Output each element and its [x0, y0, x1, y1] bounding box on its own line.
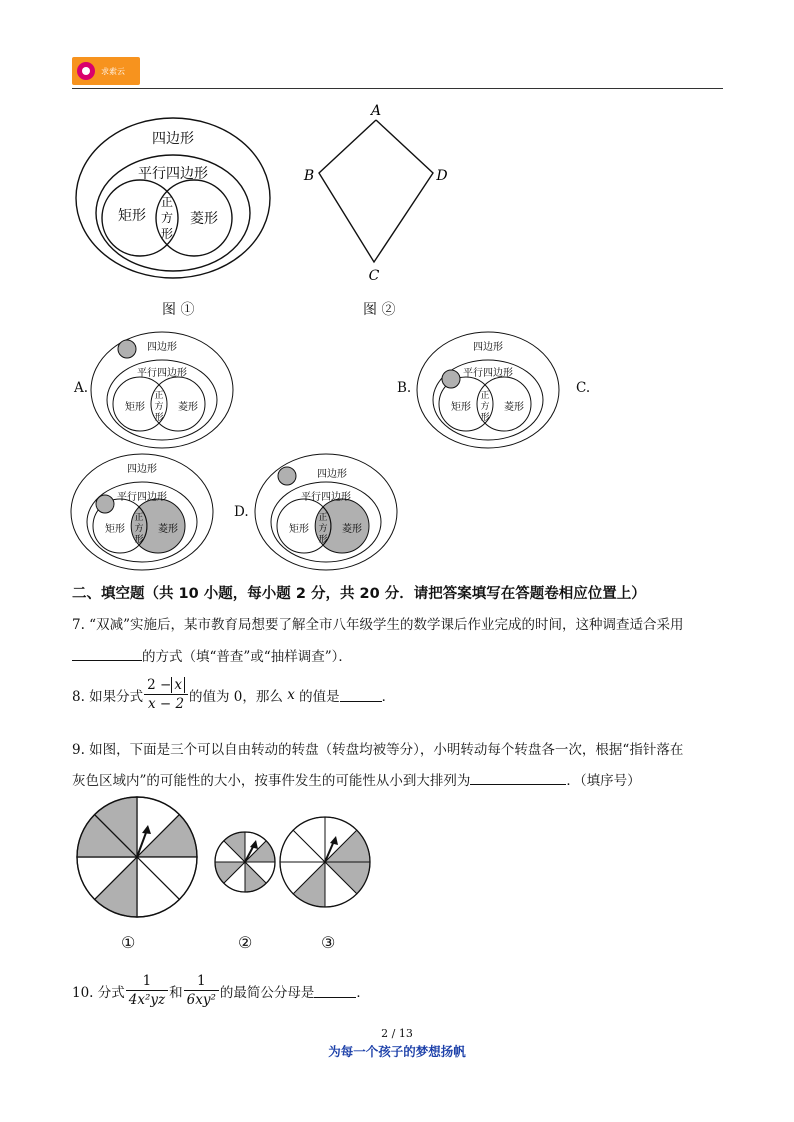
- option-b-label: B.: [397, 380, 412, 396]
- q8-fraction: $\frac{2 - x}{x - 2}$: [144, 676, 188, 713]
- spinner-2-label: ②: [238, 933, 253, 952]
- q10-line: 10. 分式 $\frac{1}{\text{4x²yz}}$ 和 $\frac{1}{\text{6xy²}}$ 的最简公分母是 ．: [72, 973, 370, 1008]
- svg-text:菱形: 菱形: [342, 524, 362, 535]
- svg-text:矩形: 矩形: [451, 402, 471, 413]
- spinner-1: [77, 797, 197, 917]
- figure-1-caption: 图 ①: [162, 302, 195, 318]
- gray-marker: [278, 467, 296, 485]
- svg-text:矩形: 矩形: [105, 524, 125, 535]
- svg-text:正: 正: [480, 391, 490, 401]
- svg-text:四边形: 四边形: [127, 464, 157, 475]
- option-c-diagram: [70, 450, 218, 574]
- svg-text:正: 正: [154, 391, 164, 401]
- svg-text:菱形: 菱形: [158, 524, 178, 535]
- parallelogram-label: 平行四边形: [138, 166, 208, 182]
- brand-logo: [72, 57, 140, 85]
- q10-fraction-1: $\frac{1}{\text{4x²yz}}$: [126, 972, 168, 1009]
- svg-text:形: 形: [134, 535, 144, 545]
- q7-line-1: 7. “双减”实施后，某市教育局想要了解全市八年级学生的数学课后作业完成的时间，这种调查适合采用: [72, 617, 684, 633]
- q9-line-2: 灰色区域内”的可能性的大小，按事件发生的可能性从小到大排列为 ．（填序号）: [72, 773, 641, 789]
- svg-text:菱形: 菱形: [178, 402, 198, 413]
- q9-answer-blank[interactable]: [470, 784, 566, 785]
- svg-text:方: 方: [480, 402, 490, 412]
- option-a-diagram: [90, 328, 238, 452]
- svg-text:方: 方: [134, 524, 144, 534]
- svg-text:矩形: 矩形: [125, 402, 145, 413]
- vertex-c: C: [368, 268, 380, 284]
- svg-text:平行四边形: 平行四边形: [117, 492, 167, 503]
- section-2-title: 二、填空题（共 10 小题，每小题 2 分，共 20 分．请把答案填写在答题卷相应位置上）: [72, 586, 646, 602]
- svg-text:正: 正: [134, 513, 144, 523]
- option-d-label: D.: [234, 504, 249, 520]
- svg-text:平行四边形: 平行四边形: [301, 492, 351, 503]
- svg-text:矩形: 矩形: [289, 524, 309, 535]
- option-a-label: A.: [74, 380, 89, 396]
- q10-fraction-2: $\frac{1}{\text{6xy²}}$: [184, 972, 219, 1009]
- kite-outline: [319, 120, 433, 262]
- option-d-diagram: [254, 450, 402, 574]
- option-c-label: C.: [576, 380, 591, 396]
- svg-text:形: 形: [154, 413, 164, 423]
- vertex-a: A: [370, 103, 382, 119]
- q8-answer-blank[interactable]: [340, 687, 382, 702]
- gray-marker: [96, 495, 114, 513]
- spinners-figure: [70, 792, 372, 922]
- svg-text:形: 形: [318, 535, 328, 545]
- q9-line-1: 9. 如图，下面是三个可以自由转动的转盘（转盘均被等分），小明转动每个转盘各一次，根据“指针落在: [72, 742, 684, 758]
- svg-text:菱形: 菱形: [504, 402, 524, 413]
- rectangle-label: 矩形: [118, 208, 146, 224]
- rhombus-label: 菱形: [190, 211, 218, 227]
- spinner-3: [280, 817, 370, 907]
- spinner-3-label: ③: [321, 933, 336, 952]
- gray-marker: [442, 370, 460, 388]
- svg-text:平行四边形: 平行四边形: [463, 368, 513, 379]
- figure-1-venn-diagram: [70, 108, 280, 290]
- svg-text:平行四边形: 平行四边形: [137, 368, 187, 379]
- q10-answer-blank[interactable]: [314, 983, 356, 998]
- svg-text:正: 正: [318, 513, 328, 523]
- svg-text:四边形: 四边形: [473, 342, 503, 353]
- footer-slogan: 为每一个孩子的梦想扬帆: [328, 1044, 466, 1059]
- square-label-char-2: 方: [160, 211, 174, 225]
- vertex-b: B: [303, 168, 315, 184]
- svg-text:形: 形: [480, 413, 490, 423]
- square-label-char-3: 形: [160, 227, 174, 241]
- figure-2-kite: [296, 100, 456, 286]
- spinner-2: [215, 832, 275, 892]
- svg-text:方: 方: [318, 524, 328, 534]
- vertex-d: D: [436, 168, 448, 184]
- svg-text:四边形: 四边形: [317, 469, 347, 480]
- square-label-char-1: 正: [160, 195, 174, 209]
- q8-line: 8. 如果分式 $\frac{2 - x}{x - 2}$ 的值为 0，那么 x 的值是 ．: [72, 677, 396, 712]
- option-b-diagram: [416, 328, 564, 452]
- svg-text:方: 方: [154, 402, 164, 412]
- quadrilateral-label: 四边形: [152, 131, 194, 147]
- header-divider: [72, 88, 723, 89]
- spinner-1-label: ①: [121, 933, 136, 952]
- logo-text: 求索云: [101, 66, 125, 76]
- logo-icon: [77, 62, 95, 80]
- figure-2-caption: 图 ②: [363, 302, 396, 318]
- page-number: 2 / 13: [381, 1027, 413, 1040]
- q7-answer-blank[interactable]: [72, 660, 142, 661]
- svg-text:四边形: 四边形: [147, 342, 177, 353]
- gray-marker: [118, 340, 136, 358]
- q7-line-2: 的方式（填“普查”或“抽样调查”）．: [72, 645, 352, 665]
